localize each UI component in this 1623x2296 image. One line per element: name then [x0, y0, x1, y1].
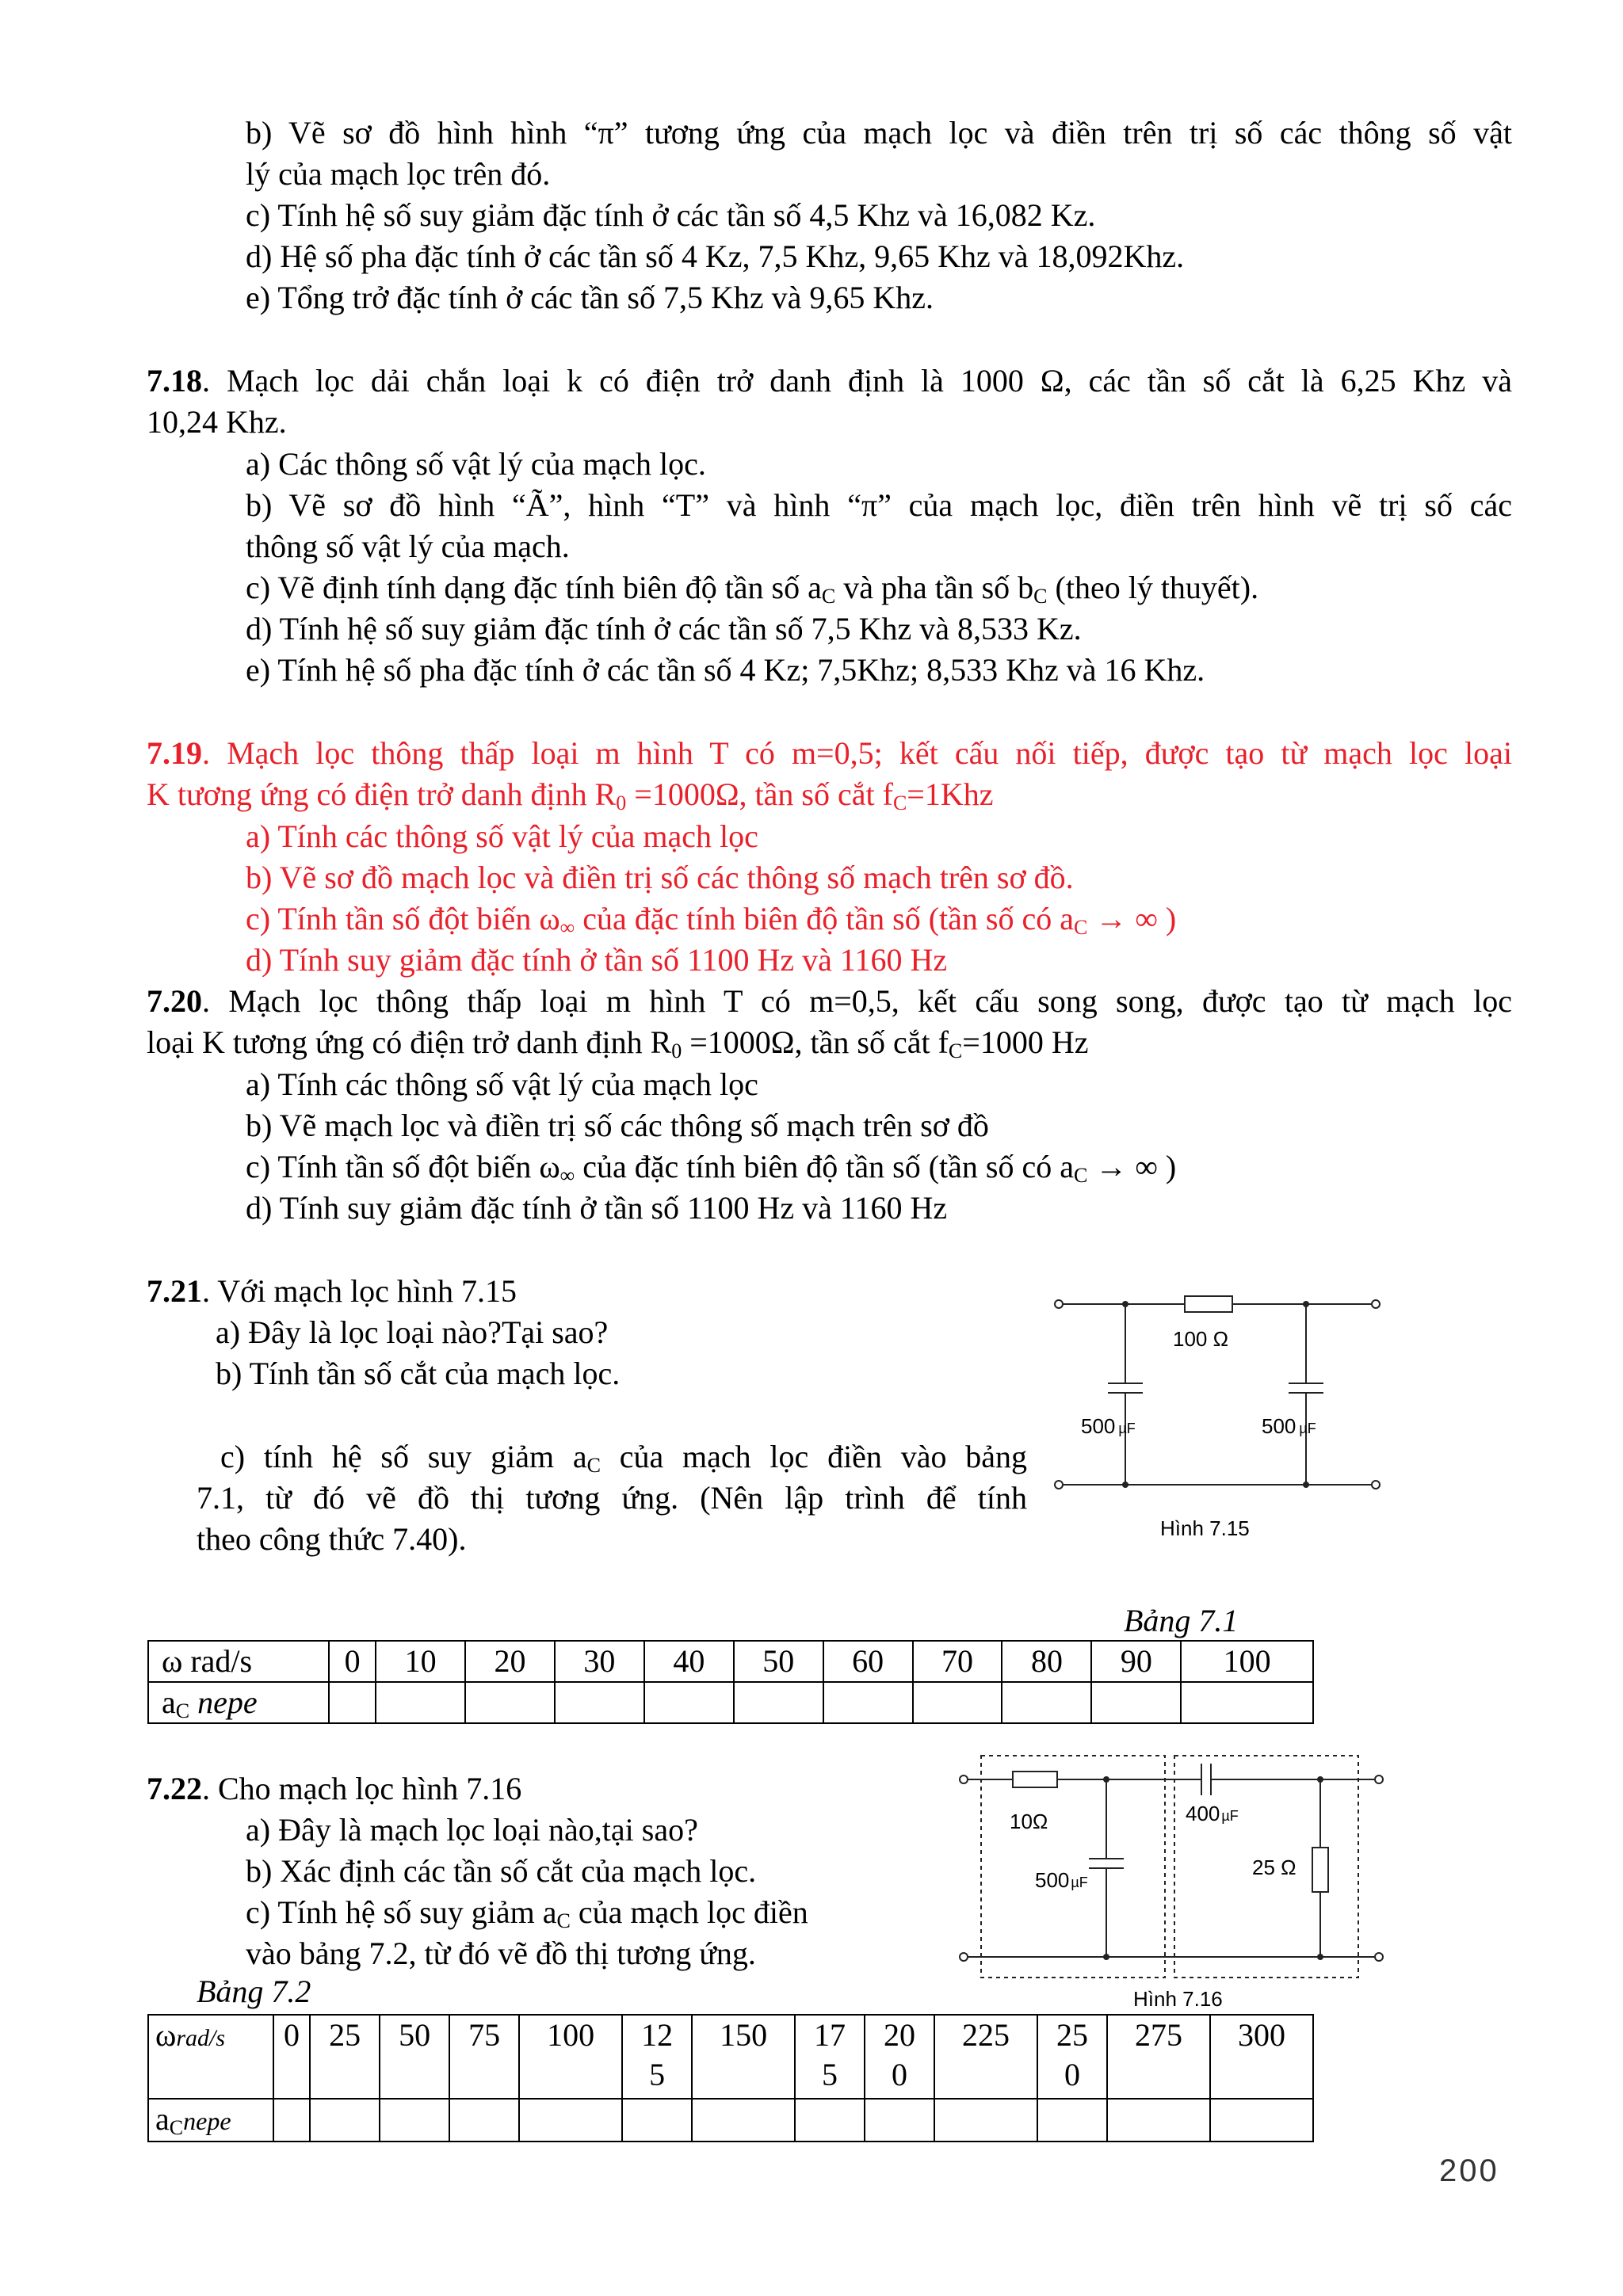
table72-omega-line1: 25 [1056, 2017, 1088, 2053]
p718-statement: 7.18. Mạch lọc dải chắn loại k có điện trở danh định là 1000 Ω, các tần số cắt là 6,25 Khz và [147, 363, 1512, 399]
table72-omega-line1: 20 [884, 2017, 916, 2053]
table72-omega-line1: 225 [962, 2017, 1010, 2053]
table72-omega-cell [692, 2015, 795, 2099]
fig716-r1-label: 10Ω [1010, 1810, 1048, 1833]
resistor-100ohm [1185, 1296, 1232, 1312]
p718-item-c: c) Vẽ định tính dạng đặc tính biên độ tần số $a_C$ và pha tần số $b_C$ (theo lý thuyết). [246, 570, 1259, 608]
p718-item-d: d) Tính hệ số suy giảm đặc tính ở các tần số 7,5 Khz và 8,533 Kz. [246, 611, 1082, 646]
table72-omega-cell [934, 2015, 1037, 2099]
p719-statement: 7.19. Mạch lọc thông thấp loại m hình T có m=0,5; kết cấu nối tiếp, được tạo từ mạch lọc loại [147, 735, 1512, 771]
table72-ac-cell [310, 2099, 380, 2142]
table72-omega-cell [1210, 2015, 1313, 2099]
p720-number: 7.20 [147, 983, 202, 1019]
table72-omega-cell [865, 2015, 934, 2099]
table72-omega-cell [449, 2015, 519, 2099]
table72-omega-cell [310, 2015, 380, 2099]
p718-item-b: b) Vẽ sơ đồ hình “Ã”, hình “T” và hình “π” của mạch lọc, điền trên hình vẽ trị số các [246, 487, 1512, 523]
page-number: 200 [1439, 2153, 1499, 2188]
table72-ac-cell [380, 2099, 449, 2142]
p721-item-c-cont: 7.1, từ đó vẽ đồ thị tương ứng. (Nên lập trình để tính [197, 1480, 1027, 1516]
table72-omega-line2: 0 [1064, 2057, 1080, 2092]
p722-item-c-cont: vào bảng 7.2, từ đó vẽ đồ thị tương ứng. [246, 1936, 756, 1971]
figure-7-15 [1046, 1283, 1403, 1553]
table72-omega-line1: 25 [329, 2017, 361, 2053]
table71-omega-cell: 80 [1002, 1641, 1091, 1682]
table72-ac-cell [519, 2099, 622, 2142]
table72-omega-cell [622, 2015, 692, 2099]
table71-omega-cell: 20 [465, 1641, 555, 1682]
table71-ac-cell [329, 1682, 376, 1723]
p718-item-b-cont: thông số vật lý của mạch. [246, 528, 570, 564]
table72-ac-cell [795, 2099, 865, 2142]
table72-omega-cell [1107, 2015, 1210, 2099]
table71-omega-cell: 100 [1181, 1641, 1313, 1682]
table71-row-ac [148, 1682, 1313, 1723]
table71-ac-cell [465, 1682, 555, 1723]
table72-row-omega [148, 2015, 1313, 2099]
table71-omega-cell: 60 [823, 1641, 913, 1682]
p718-number: 7.18 [147, 363, 202, 399]
table71-omega-cell: 90 [1091, 1641, 1181, 1682]
table72-caption: Bảng 7.2 [197, 1974, 311, 2009]
table72-ac-cell [622, 2099, 692, 2142]
table71-omega-cell: 50 [734, 1641, 823, 1682]
table71-ac-cell [734, 1682, 823, 1723]
p720-statement: 7.20. Mạch lọc thông thấp loại m hình T có m=0,5, kết cấu song song, được tạo từ mạch lọc [147, 983, 1512, 1019]
p721-item-c: c) tính hệ số suy giảm $a_C$ của mạch lọc điền vào bảng [220, 1439, 1028, 1477]
p722-item-b: b) Xác định các tần số cắt của mạch lọc. [246, 1853, 757, 1889]
p718-item-e: e) Tính hệ số pha đặc tính ở các tần số 4 Kz; 7,5Khz; 8,533 Khz và 16 Khz. [246, 652, 1205, 688]
table72-omega-line1: 300 [1237, 2017, 1285, 2053]
resistor-25ohm [1312, 1848, 1328, 1892]
table72-omega-line2: 0 [892, 2057, 908, 2092]
p719-number: 7.19 [147, 735, 202, 771]
p718-item-a: a) Các thông số vật lý của mạch lọc. [246, 446, 706, 482]
fig716-c1-label: 500 µF [1035, 1868, 1088, 1892]
p717-item-b: b) Vẽ sơ đồ hình hình “π” tương ứng của mạch lọc và điền trên trị số các thông số vật [246, 115, 1512, 151]
table72-ac-cell [934, 2099, 1037, 2142]
table72-omega-line2: 5 [649, 2057, 666, 2092]
p721-number: 7.21 [147, 1273, 202, 1309]
table71-ac-cell [1091, 1682, 1181, 1723]
p720-item-a: a) Tính các thông số vật lý của mạch lọc [246, 1066, 758, 1102]
table71-row1-label: ω rad/s [148, 1641, 329, 1682]
table72-ac-cell [449, 2099, 519, 2142]
table72-omega-cell [380, 2015, 449, 2099]
table72-omega-line1: 100 [547, 2017, 595, 2053]
table72-omega-line1: 17 [814, 2017, 846, 2053]
fig715-resistor-label: 100 Ω [1173, 1327, 1229, 1351]
p722-number: 7.22 [147, 1771, 202, 1806]
table72-ac-cell [865, 2099, 934, 2142]
table71-row2-label: $a_C$ nepe [148, 1682, 329, 1723]
table72-ac-cell [692, 2099, 795, 2142]
p721-item-b: b) Tính tần số cắt của mạch lọc. [216, 1356, 621, 1391]
fig716-caption: Hình 7.16 [1133, 1987, 1223, 2011]
fig715-cap-left-label: 500 µF [1081, 1414, 1136, 1438]
table-7-2 [147, 2014, 1314, 2142]
table71-ac-cell [644, 1682, 734, 1723]
table72-omega-cell [273, 2015, 310, 2099]
p721-statement: 7.21. Với mạch lọc hình 7.15 [147, 1273, 517, 1309]
table72-omega-cell [519, 2015, 622, 2099]
p719-item-c: c) Tính tần số đột biến $\omega_\infty$ của đặc tính biên độ tần số (tần số có $a_C$ → ∞ ) [246, 901, 1177, 939]
table71-ac-cell [555, 1682, 644, 1723]
p717-item-c: c) Tính hệ số suy giảm đặc tính ở các tần số 4,5 Khz và 16,082 Kz. [246, 197, 1096, 233]
p719-item-b: b) Vẽ sơ đồ mạch lọc và điền trị số các thông số mạch trên sơ đồ. [246, 860, 1074, 895]
table71-ac-cell [913, 1682, 1002, 1723]
table71-ac-cell [823, 1682, 913, 1723]
figure-7-16 [951, 1743, 1395, 2014]
p717-item-b-cont: lý của mạch lọc trên đó. [246, 156, 551, 192]
table72-ac-cell [1037, 2099, 1107, 2142]
table72-ac-cell [273, 2099, 310, 2142]
fig716-lowpass-box [981, 1756, 1165, 1978]
p720-statement-cont: loại K tương ứng có điện trở danh định $R_0 =1000\Omega$, tần số cắt $f_C=1000$ Hz [147, 1024, 1089, 1062]
p719-item-a: a) Tính các thông số vật lý của mạch lọc [246, 818, 758, 854]
fig716-c2-label: 400 µF [1186, 1802, 1239, 1825]
p722-item-a: a) Đây là mạch lọc loại nào,tại sao? [246, 1812, 698, 1848]
table72-row2-label: $a_Cnepe$ [148, 2099, 273, 2142]
p719-statement-cont: K tương ứng có điện trở danh định $R_0 =1000\Omega$, tần số cắt $f_C=1Khz$ [147, 776, 994, 814]
p722-statement: 7.22. Cho mạch lọc hình 7.16 [147, 1771, 522, 1806]
table72-omega-line2: 5 [822, 2057, 838, 2092]
table72-omega-cell [1037, 2015, 1107, 2099]
table72-omega-line1: 50 [399, 2017, 431, 2053]
table71-omega-cell: 10 [376, 1641, 465, 1682]
p719-item-d: d) Tính suy giảm đặc tính ở tần số 1100 Hz và 1160 Hz [246, 942, 948, 978]
p721-item-c-cont2: theo công thức 7.40). [197, 1521, 467, 1557]
table72-row-ac [148, 2099, 1313, 2142]
table-7-1 [147, 1640, 1314, 1724]
table71-omega-cell: 70 [913, 1641, 1002, 1682]
fig716-r2-label: 25 Ω [1252, 1855, 1296, 1879]
p720-item-b: b) Vẽ mạch lọc và điền trị số các thông số mạch trên sơ đồ [246, 1108, 989, 1143]
p720-item-d: d) Tính suy giảm đặc tính ở tần số 1100 Hz và 1160 Hz [246, 1190, 948, 1226]
table71-ac-cell [1002, 1682, 1091, 1723]
p721-item-a: a) Đây là lọc loại nào?Tại sao? [216, 1314, 609, 1350]
table72-ac-cell [1210, 2099, 1313, 2142]
table72-omega-line1: 75 [468, 2017, 501, 2053]
table72-ac-cell [1107, 2099, 1210, 2142]
table71-ac-cell [376, 1682, 465, 1723]
p717-item-d: d) Hệ số pha đặc tính ở các tần số 4 Kz, 7,5 Khz, 9,65 Khz và 18,092Khz. [246, 238, 1185, 274]
table72-omega-line1: 150 [720, 2017, 768, 2053]
table72-omega-line1: 275 [1134, 2017, 1182, 2053]
p722-item-c: c) Tính hệ số suy giảm $a_C$ của mạch lọc điền [246, 1894, 808, 1932]
table71-ac-cell [1181, 1682, 1313, 1723]
table71-omega-cell: 30 [555, 1641, 644, 1682]
table71-caption: Bảng 7.1 [1124, 1603, 1239, 1638]
table72-omega-cell [795, 2015, 865, 2099]
table71-row-omega [148, 1641, 1313, 1682]
p717-item-e: e) Tổng trở đặc tính ở các tần số 7,5 Khz và 9,65 Khz. [246, 280, 934, 315]
fig715-caption: Hình 7.15 [1160, 1516, 1250, 1540]
table72-omega-line1: 12 [641, 2017, 674, 2053]
table72-row1-label: ωrad/s [148, 2015, 273, 2099]
fig715-cap-right-label: 500 µF [1262, 1414, 1316, 1438]
table71-omega-cell: 40 [644, 1641, 734, 1682]
p720-item-c: c) Tính tần số đột biến $\omega_\infty$ của đặc tính biên độ tần số (tần số có $a_C$ → ∞ ) [246, 1149, 1177, 1187]
resistor-10ohm [1013, 1772, 1057, 1787]
table71-omega-cell: 0 [329, 1641, 376, 1682]
table72-omega-line1: 0 [284, 2017, 300, 2053]
p718-statement-cont: 10,24 Khz. [147, 404, 287, 440]
